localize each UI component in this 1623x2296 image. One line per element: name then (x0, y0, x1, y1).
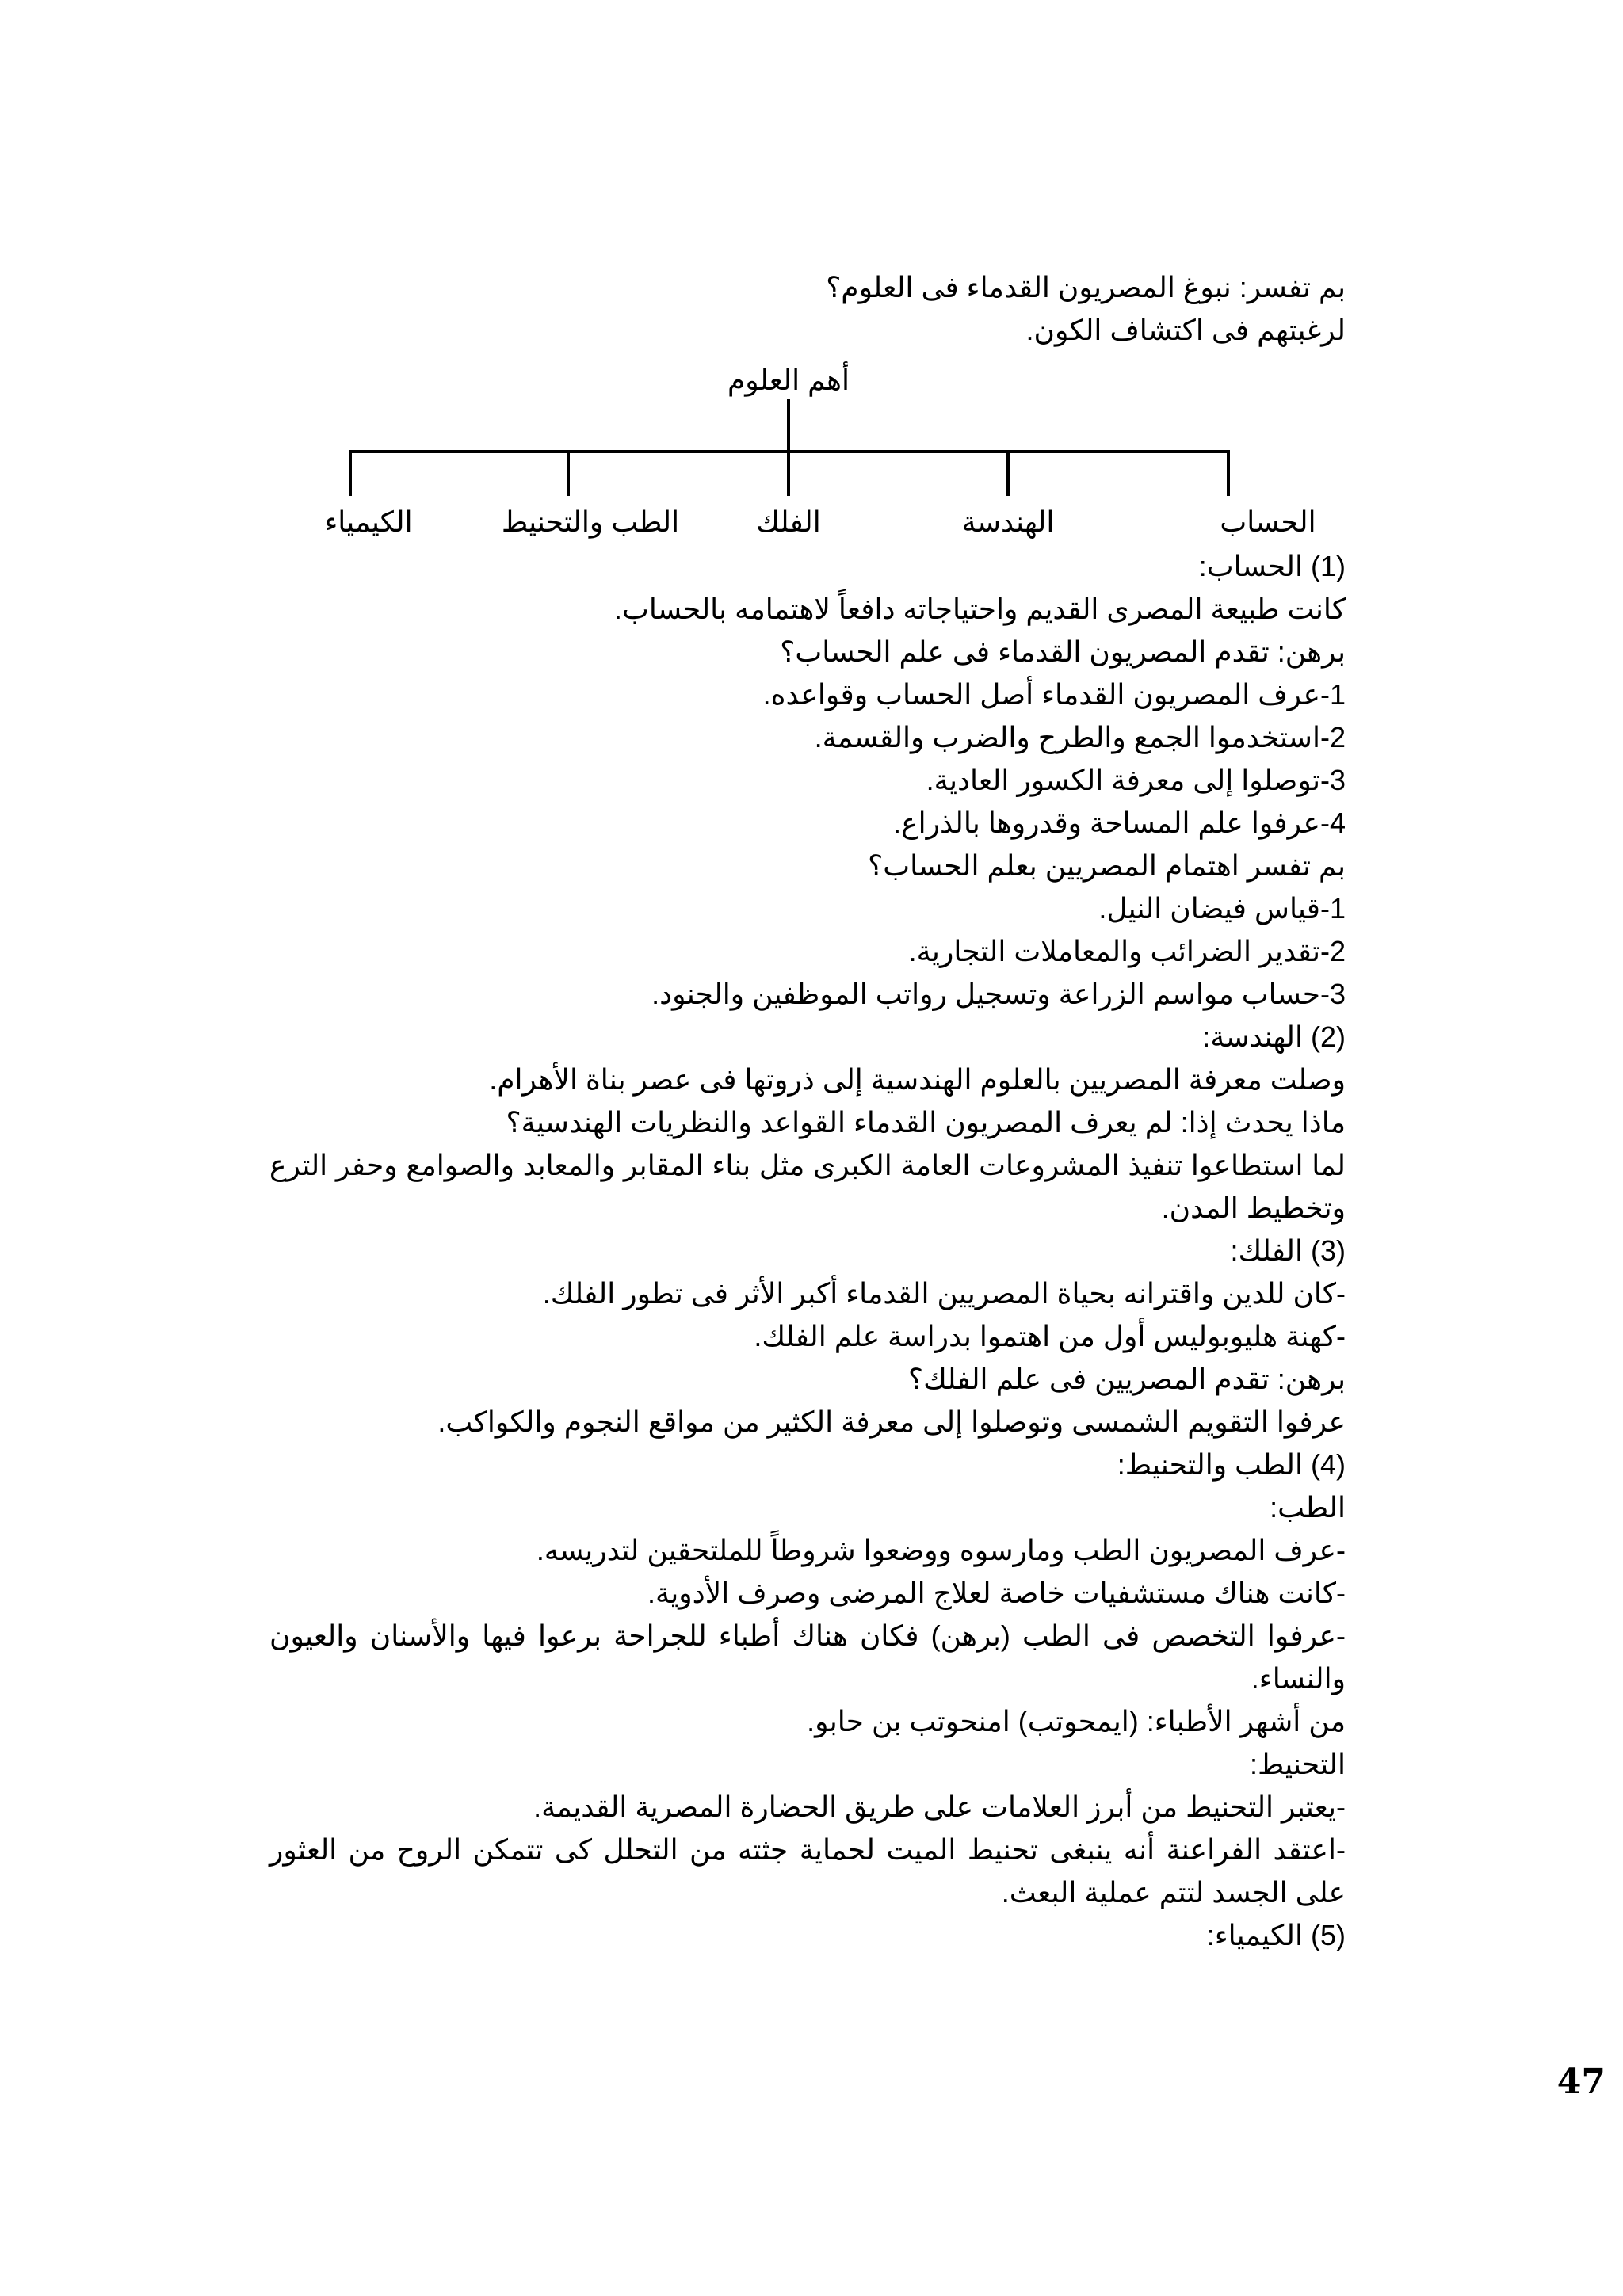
branch-label-hisab: الحساب (1220, 505, 1316, 538)
list-item: 1-قياس فيضان النيل. (1098, 892, 1346, 925)
list-item: -اعتقد الفراعنة أنه ينبغى تحنيط الميت لحماية جثته من التحلل كى تتمكن الروح من العثور على الجسد لتتم عملية البعث. (269, 1833, 1346, 1909)
branch-label-falak: الفلك (756, 505, 821, 538)
list-item: -كهنة هليوبوليس أول من اهتموا بدراسة علم الفلك. (754, 1320, 1346, 1352)
paragraph: وصلت معرفة المصريين بالعلوم الهندسية إلى ذروتها فى عصر بناة الأهرام. (489, 1063, 1346, 1096)
question-line: برهن: تقدم المصريون القدماء فى علم الحساب؟ (780, 635, 1346, 668)
paragraph: لما استطاعوا تنفيذ المشروعات العامة الكبرى مثل بناء المقابر والمعابد والصوامع وحفر الترع وتخطيط المدن. (269, 1149, 1346, 1224)
list-item: -عرف المصريون الطب ومارسوه ووضعوا شروطاً للملتحقين لتدريسه. (536, 1534, 1346, 1566)
list-item: 3-حساب مواسم الزراعة وتسجيل رواتب الموظفين والجنود. (651, 978, 1346, 1010)
heading-tib-tahnit: (4) الطب والتحنيط: (1117, 1448, 1346, 1481)
list-item: -عرفوا التخصص فى الطب (برهن) فكان هناك أطباء للجراحة برعوا فيها والأسنان والعيون والنساء. (269, 1619, 1346, 1695)
list-item: -يعتبر التحنيط من أبرز العلامات على طريق الحضارة المصرية القديمة. (533, 1791, 1346, 1823)
intro-answer: لرغبتهم فى اكتشاف الكون. (1025, 314, 1346, 346)
intro-question: بم تفسر: نبوغ المصريون القدماء فى العلوم؟ (826, 271, 1346, 303)
heading-handasa: (2) الهندسة: (1202, 1020, 1346, 1053)
paragraph: عرفوا التقويم الشمسى وتوصلوا إلى معرفة الكثير من مواقع النجوم والكواكب. (437, 1405, 1346, 1438)
list-item: 2-تقدير الضرائب والمعاملات التجارية. (908, 935, 1346, 967)
paragraph: من أشهر الأطباء: (ايمحوتب) امنحوتب بن حابو. (807, 1705, 1346, 1737)
question-line: برهن: تقدم المصريين فى علم الفلك؟ (908, 1363, 1346, 1395)
subheading-tib: الطب: (1270, 1491, 1346, 1524)
heading-kimiya: (5) الكيمياء: (1206, 1919, 1346, 1951)
body-text (269, 545, 1346, 1957)
paragraph: كانت طبيعة المصرى القديم واحتياجاته دافعاً لاهتمامه بالحساب. (613, 593, 1346, 625)
branch-label-tib: الطب والتحنيط (501, 505, 680, 538)
list-item: 1-عرف المصريون القدماء أصل الحساب وقواعده. (762, 678, 1346, 711)
list-item: -كان للدين واقترانه بحياة المصريين القدماء أكبر الأثر فى تطور الفلك. (542, 1277, 1346, 1310)
list-item: 3-توصلوا إلى معرفة الكسور العادية. (926, 764, 1346, 796)
heading-falak: (3) الفلك: (1230, 1234, 1346, 1267)
tree-title: أهم العلوم (727, 364, 850, 396)
subheading-tahnit: التحنيط: (1250, 1748, 1346, 1780)
sciences-tree-diagram (0, 0, 1623, 570)
list-item: -كانت هناك مستشفيات خاصة لعلاج المرضى وصرف الأدوية. (647, 1577, 1346, 1609)
list-item: 4-عرفوا علم المساحة وقدروها بالذراع. (893, 807, 1346, 839)
branch-label-handasa: الهندسة (961, 505, 1055, 538)
question-line: بم تفسر اهتمام المصريين بعلم الحساب؟ (868, 849, 1346, 882)
page-number: 47 (1556, 2061, 1606, 2102)
question-line: ماذا يحدث إذا: لم يعرف المصريون القدماء القواعد والنظريات الهندسية؟ (506, 1106, 1346, 1138)
heading-hisab: (1) الحساب: (1198, 550, 1346, 582)
list-item: 2-استخدموا الجمع والطرح والضرب والقسمة. (814, 721, 1346, 753)
branch-label-kimiya: الكيمياء (324, 505, 413, 538)
